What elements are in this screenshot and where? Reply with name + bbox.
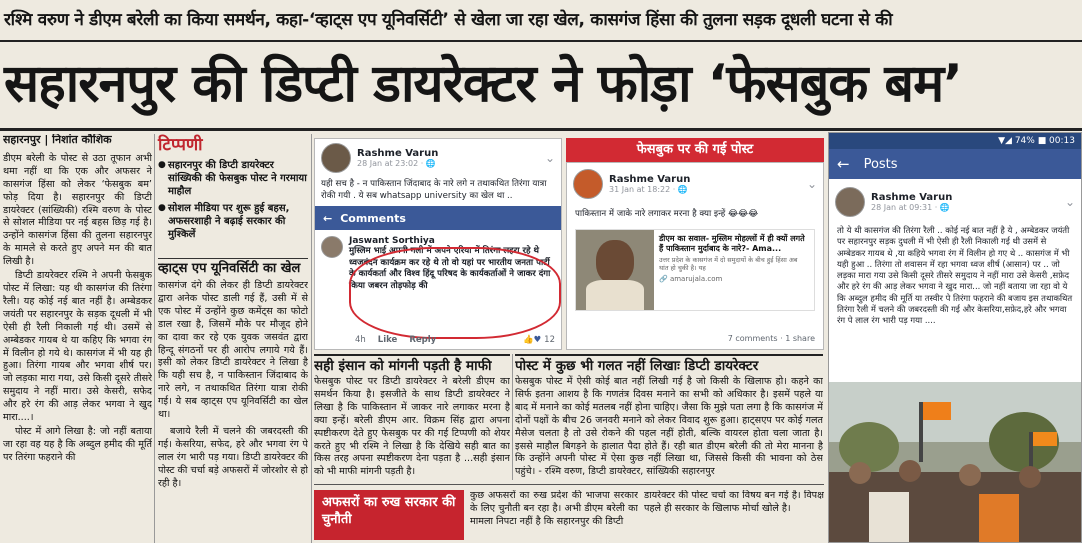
status-bar: ▼◢ 74% ■ 00:13 — [829, 133, 1081, 149]
post-text: पाकिस्तान में जाके नारे लगाकर मरना है क्या इन्हें 😂😂😂 — [575, 209, 759, 219]
phone-screenshot — [828, 132, 1082, 543]
chevron-down-icon: ⌄ — [1064, 195, 1075, 209]
post-time: 28 Jan at 09:31 · 🌐 — [871, 203, 950, 212]
story-apology — [314, 354, 510, 480]
link-preview[interactable] — [575, 229, 815, 311]
tree-shape — [839, 422, 899, 472]
saffron-flag — [1033, 432, 1057, 446]
saffron-flag — [923, 402, 951, 420]
kicker-headline: रश्मि वरुण ने डीएम बरेली का किया समर्थन, कहा-‘व्हाट्स एप यूनिवर्सिटी’ से खेला जा रहा खेल, कासगंज हिंसा की तुलना सड़क दूधली घटना से की — [4, 10, 893, 30]
post-time: 31 Jan at 18:22 · 🌐 — [609, 185, 688, 194]
rally-photo — [829, 382, 1082, 542]
globe-icon: 🌐 — [677, 185, 688, 194]
byline: सहारनपुर | निशांत कौशिक — [3, 134, 112, 146]
link-icon: 🔗 — [659, 274, 668, 283]
column-one — [3, 134, 152, 543]
column-divider — [154, 134, 155, 543]
post-user: Rashme Varun — [609, 174, 691, 185]
col1-para-1: डीएम बरेली के पोस्ट से उठा तूफान अभी थमा नहीं था कि एक और अफसर ने कासगंज हिंसा को लेकर ‘फेसबुक बम’ फोड़ दिया है। सहारनपुर की डिप्टी डायरेक्टर (सांख्यिकी) रश्मि वरुण के पोस्ट से सोशल मीडिया पर नई बहस छिड़ गई है। उन्होंने कासगंज हिंसा की तुलना सहारनपुर के मामले से करते हुए अपने मन की बात लिखी है। — [3, 152, 152, 268]
comment-age: 4h — [355, 335, 366, 345]
col2-para-2: बजाये रैली में चलने की जबरदस्ती की गई। केसरिया, सफेद, हरे और भगवा रंग पे लाल रंग भारी पड़ गया। डिप्टी डायरेक्टर की पोस्ट की चर्चा बड़े अफसरों में जोरशोर से हो रही है। — [158, 425, 308, 489]
person-shape — [899, 460, 921, 482]
chevron-down-icon: ⌄ — [806, 177, 817, 191]
reaction-count: 12 — [544, 335, 555, 345]
person-shape — [849, 462, 871, 484]
story2-headline: सही इंसान को मांगनी पड़ती है माफी — [314, 354, 510, 374]
person-shape — [1019, 466, 1041, 488]
story2-text: फेसबुक पोस्ट पर डिप्टी डायरेक्टर ने बरेली डीएम का समर्थन किया है। इसजीते के साथ डिप्टी डायरेक्टर ने लिखा है कि पाकिस्तान में जाकर नारे लगाकर मरना है क्या इन्हें। बरेली डीएम आर. विक्रम सिंह द्वारा अपना स्पष्टीकरण देते हुए फेसबुक पर की गई टिप्पणी को शेयर करते हुए भी रश्मि ने लिखा है कि देखिये सही बात का किस तरह अपना स्पष्टीकरण देना पड़ता है ...सही इंसान को भी माफी मांगनी पड़ती है। — [314, 376, 510, 478]
link-title: डीएम का सवाल- मुस्लिम मोहल्लों में ही क्यों लगते हैं पाकिस्तान मुर्दाबाद के नारे?- Ama... — [659, 233, 805, 253]
person-shape — [959, 464, 981, 486]
globe-icon: 🌐 — [425, 159, 436, 168]
posts-nav-bar — [829, 149, 1081, 179]
post-text: यही सच है - न पाकिस्तान जिंदाबाद के नारे लगे न तथाकथित तिरंगा यात्रा रोकी गयी . ये सब whatsapp university का खेल था .. — [321, 179, 547, 201]
bottom-text-b: डायरेक्टर की पोस्ट चर्चा का विषय बन गई है। विपक्ष पहले ही सरकार के खिलाफ मोर्चा खोले है। — [644, 490, 824, 514]
avatar — [321, 236, 343, 258]
byline-author: निशांत कौशिक — [52, 134, 112, 146]
comments-title: Comments — [340, 211, 406, 225]
white-shirt-shape — [869, 492, 909, 542]
story3-text: फेसबुक पोस्ट में ऐसी कोई बात नहीं लिखी गई है जो किसी के खिलाफ हो। कहने का सिर्फ इतना आशय है कि गणतंत्र दिवस मनाने का सभी को अधिकार है। इसमें पहले या बाद में मनाने का कोई मतलब नहीं होना चाहिए। जैसा कि मुझे पता लगा है कि कासगंज में दोनों पक्षों के बीच 26 जनवरी मनाने को लेकर विवाद शुरू हुआ। हाट्सएप पर कोई गलत मैसेज चलता है तो उसे रोकने की पहल नहीं होती, बल्कि वायरल होता चला जाता है। इससे माहौल बिगड़ने के हालात पैदा होते हैं। रही बात डीएम बरेली की तो मेरा मानना है कि उन्होंने अपनी पोस्ट में ऐसा कुछ नहीं लिखा था, जिससे किसी की भावना को ठेस पहुंचे। - रश्मि वरुण, डिप्टी डायरेक्टर, सांख्यिकी सहारनपुर — [515, 376, 823, 478]
bottom-rule — [314, 484, 824, 485]
commenter-name: Jaswant Sorthiya — [349, 236, 435, 246]
crowd-shape — [829, 472, 1082, 542]
highlight-circle — [349, 247, 561, 339]
post-header — [829, 179, 1081, 223]
avatar — [573, 169, 603, 199]
posts-title: Posts — [863, 156, 898, 172]
tippani-title: टिप्पणी — [158, 135, 203, 155]
facebook-post-screenshot — [566, 162, 824, 350]
story3-headline: पोस्ट में कुछ भी गलत नहीं लिखाः डिप्टी डायरेक्टर — [515, 354, 823, 374]
avatar — [321, 143, 351, 173]
post-banner: फेसबुक पर की गई पोस्ट — [566, 138, 824, 162]
column-two — [158, 258, 308, 543]
bottom-text-a: कुछ अफसरों का रुख प्रदेश की भाजपा सरकार के लिए चुनौती बन रहा है। अभी डीएम बरेली का मामला निपटा नहीं है कि सहारनपुर की डिप्टी — [470, 490, 638, 527]
col1-para-3: पोस्ट में आगे लिखा है: जो नहीं बताया जा रहा वह यह है कि अब्दुल हमीद की मूर्ति पर तिरंगा फहराने की — [3, 425, 152, 463]
challenge-box: अफसरों का रुख सरकार की चुनौती — [314, 490, 464, 540]
tippani-bullet: ● सोशल मीडिया पर शुरू हुई बहस, अफसरशाही ने बढ़ाई सरकार की मुश्किलें — [158, 202, 308, 241]
tippani-box — [158, 132, 308, 245]
post-user: Rashme Varun — [357, 148, 439, 159]
col2-para-1: कासगंज दंगे की लेकर ही डिप्टी डायरेक्टर द्वारा अनेक पोस्ट डाली गई हैं, उसी में से एक पोस्ट में उन्होंने कुछ कमेंट्स का फोटो डाल रखा है, जिसमें मौके पर मौजूद होने का दावा कर रहे एक युवक जसवंत द्वारा हिन्दू संगठनों पर ही आरोप लगाये गये हैं। इसी को लेकर डिप्टी डायरेक्टर ने लिखा है कि यही सच है, न पाकिस्तान जिंदाबाद के नारे लगे, न तथाकथित तिरंगा यात्रा रोकी गई। ये सब व्हाट्स एप यूनिवर्सिटी का खेल था। — [158, 280, 308, 421]
post-time: 28 Jan at 23:02 · 🌐 — [357, 159, 436, 168]
saffron-cloth-shape — [979, 494, 1019, 542]
post-user: Rashme Varun — [871, 192, 953, 203]
avatar — [835, 187, 865, 217]
headline-rule — [0, 128, 1082, 131]
story-nothing-wrong — [515, 354, 823, 480]
tippani-bullet: ● सहारनपुर की डिप्टी डायरेक्टर सांख्यिकी की फेसबुक पोस्ट ने गरमाया माहौल — [158, 159, 308, 198]
like-link[interactable]: Like — [377, 335, 398, 345]
person-shirt-shape — [586, 280, 644, 310]
link-thumbnail — [576, 230, 654, 310]
col1-para-2: डिप्टी डायरेक्टर रश्मि ने अपनी फेसबुक पोस्ट में लिखा: यह थी कासगंज की तिरंगा रैली। यह कोई नई बात नहीं है। अम्बेडकर जयंती पर सहारनपुर के सड़क दूधली में भी ऐसी ही रैली निकाली गई थी। उसमें से अम्बेडकर गायब थे या कहिए कि भगवा रंग में विलीन हो गये थे। कासगंज में भी यह ही हुआ। तिरंगा गायब और भगवा शीर्ष पर। जो लड़का मारा गया, उसे किसी दूसरे तीसरे समुदाय ने नहीं मारा। उसे केसरी, सफेद और हरे रंग की आड़ लेकर भगवा ने खुद मारा....। — [3, 270, 152, 424]
column-divider — [311, 134, 312, 543]
chevron-down-icon: ⌄ — [544, 151, 555, 165]
comment-text: मुस्लिम भाई अपनी गली में अपने एरिया में तिरंगा लहरा रहे थे ध्वजवंदन कार्यक्रम कर रहे थे तो वो यहां पर भारतीय जनता पार्टी के कार्यकर्ता और विश्व हिंदू परिषद के कार्यकर्ताओं ने जाकर दंगा किया जबरन तोड़फोड़ की — [349, 246, 551, 291]
person-face-shape — [596, 240, 634, 284]
globe-icon: 🌐 — [939, 203, 950, 212]
comment-actions — [355, 335, 555, 345]
facebook-post-screenshot — [314, 138, 562, 350]
comments-count: 7 comments · 1 share — [727, 334, 815, 343]
comments-header — [315, 206, 561, 230]
link-source: 🔗 amarujala.com — [659, 274, 723, 283]
byline-city: सहारनपुर — [3, 134, 41, 146]
col2-subhead: व्हाट्स एप यूनिवर्सिटी का खेल — [158, 258, 308, 277]
back-arrow-icon[interactable]: ← — [837, 155, 850, 173]
column-divider — [512, 354, 513, 480]
like-reaction-icon: 👍♥ — [522, 335, 542, 345]
post-header — [567, 163, 823, 205]
reply-link[interactable]: Reply — [409, 335, 437, 345]
post-text: तो ये थी कासगंज की तिरंगा रैली .. कोई नई बात नहीं है ये , अम्बेडकर जयंती पर सहारनपुर सड़क दुधली में भी ऐसी ही रैली निकाली गई थी उसमें से अम्बेडकर गायब थे ,या कहिये भगवा रंग में विलीन हो गए थे .. कासगंज में भी यही हुआ .. तिरंगा तो शवासन में रहा भगवा ध्वज शीर्ष (आसान) पर .. जो लड़का मारा गया उसे किसी दूसरे तीसरे समुदाय ने नहीं मारा उसे केसरी ,सफ़ेद और हरे रंग की आड़ लेकर भगवा ने खुद मारा... जो नहीं बताया जा रहा वो ये कि अब्दुल हमीद की मूर्ति या तस्वीर पे तिरंगा फहराने की बजाय इस तथाकथित तिरंगा रैली में चलने की जबरदस्ती की गई और केसरिया,सफ़ेद,हरे और भगवा रंग पे लाल रंग भारी पड़ गया .... — [837, 225, 1073, 326]
link-description: उत्तर प्रदेश के कासगंज में दो समुदायों के बीच हुई हिंसा अब थांत हो चुकी है। यह — [659, 255, 798, 272]
post-header — [315, 139, 561, 177]
back-arrow-icon: ← — [323, 211, 333, 225]
main-headline: सहारनपुर की डिप्टी डायरेक्टर ने फोड़ा ‘फेसबुक बम’ — [4, 54, 962, 114]
